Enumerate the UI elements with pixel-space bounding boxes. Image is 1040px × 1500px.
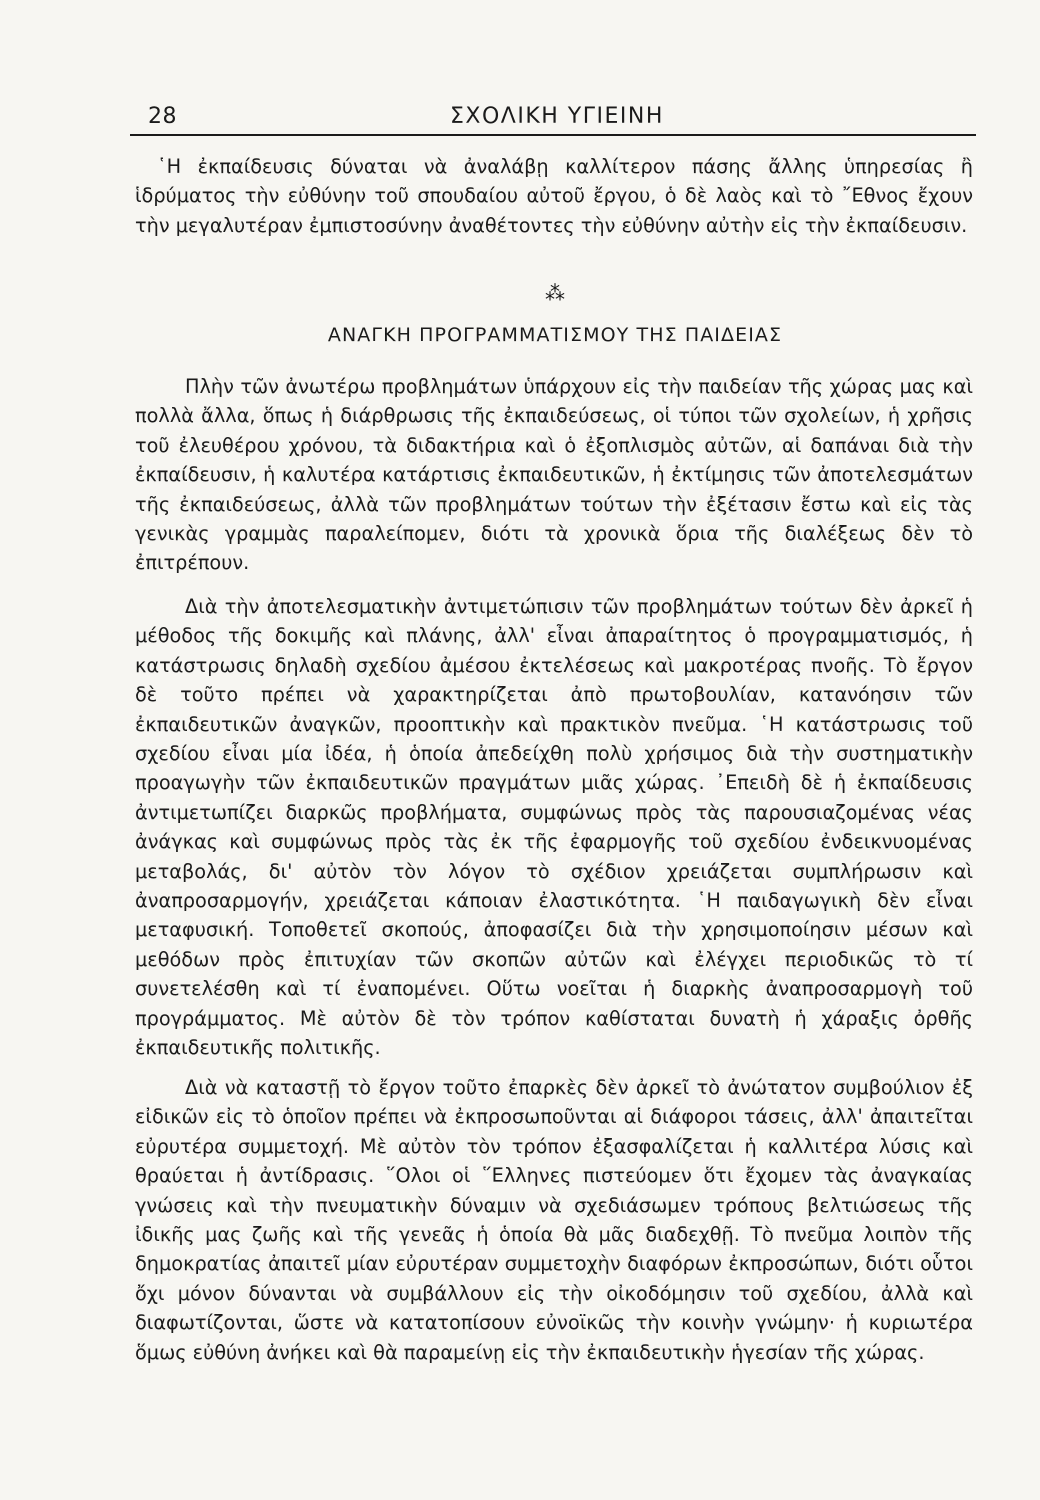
page-number: 28 <box>148 104 177 129</box>
page-header <box>130 100 976 136</box>
intro-paragraph: ῾Η ἐκπαίδευσις δύναται νὰ ἀναλάβῃ καλλίτερον πάσης ἄλλης ὑπηρεσίας ἢ ἱδρύματος τὴν εὐθύνην τοῦ σπουδαίου αὐτοῦ ἔργου, ὁ δὲ λαὸς καὶ τὸ ῎Εθνος ἔχουν τὴν μεγαλυτέραν ἐμπιστοσύνην ἀναθέτοντες τὴν εὐθύνην αὐτὴν εἰς τὴν ἐκπαίδευσιν. <box>135 155 973 237</box>
running-title: ΣΧΟΛΙΚΗ ΥΓΙΕΙΝΗ <box>450 104 664 129</box>
section-heading: ΑΝΑΓΚΗ ΠΡΟΓΡΑΜΜΑΤΙΣΜΟΥ ΤΗΣ ΠΑΙΔΕΙΑΣ <box>327 324 783 346</box>
header-rule <box>130 134 976 136</box>
body-paragraph: Διὰ τὴν ἀποτελεσματικὴν ἀντιμετώπισιν τῶν προβλημάτων τούτων δὲν ἀρκεῖ ἡ μέθοδος τῆς δοκιμῆς καὶ πλάνης, ἀλλ' εἶναι ἀπαραίτητος ὁ προγραμματισμός, ἡ κατάστρωσις δηλαδὴ σχεδίου ἀμέσου ἐκτελέσεως καὶ μακροτέρας πνοῆς. Τὸ ἔργον δὲ τοῦτο πρέπει νὰ χαρακτηρίζεται ἀπὸ πρωτοβουλίαν, κατανόησιν τῶν ἐκπαιδευτικῶν ἀναγκῶν, προοπτικὴν καὶ πρακτικὸν πνεῦμα. ῾Η κατάστρωσις τοῦ σχεδίου εἶναι μία ἰδέα, ἡ ὁποία ἀπεδείχθη πολὺ χρήσιμος διὰ τὴν συστηματικὴν προαγωγὴν τῶν ἐκπαιδευτικῶν πραγμάτων μιᾶς χώρας. ᾿Επειδὴ δὲ ἡ ἐκπαίδευσις ἀντιμετωπίζει διαρκῶς προβλήματα, συμφώνως πρὸς τὰς παρουσιαζομένας νέας ἀνάγκας καὶ συμφώνως πρὸς τὰς ἐκ τῆς ἐφαρμογῆς τοῦ σχεδίου ἐνδεικνυομένας μεταβολάς, δι' αὐτὸν τὸν λόγον τὸ σχέδιον χρειάζεται συμπλήρωσιν καὶ ἀναπροσαρμογήν, χρειάζεται κάποιαν ἐλαστικότητα. ῾Η παιδαγωγικὴ δὲν εἶναι μεταφυσική. Τοποθετεῖ σκοπούς, ἀποφασίζει διὰ τὴν χρησιμοποίησιν μέσων καὶ μεθόδων πρὸς ἐπιτυχίαν τῶν σκοπῶν αὐτῶν καὶ ἐλέγχει περιοδικῶς τὸ τί συνετελέσθη καὶ τί ἐναπομένει. Οὕτω νοεῖται ἡ διαρκὴς ἀναπροσαρμογὴ τοῦ προγράμματος. Μὲ αὐτὸν δὲ τὸν τρόπον καθίσταται δυνατὴ ἡ χάραξις ὀρθῆς ἐκπαιδευτικῆς πολιτικῆς. <box>135 595 973 1060</box>
section-ornament: ⁂ <box>545 281 565 305</box>
body-paragraph: Διὰ νὰ καταστῇ τὸ ἔργον τοῦτο ἐπαρκὲς δὲν ἀρκεῖ τὸ ἀνώτατον συμβούλιον ἐξ εἰδικῶν εἰς τὸ ὁποῖον πρέπει νὰ ἐκπροσωποῦνται αἱ διάφοροι τάσεις, ἀλλ' ἀπαιτεῖται εὐρυτέρα συμμετοχή. Μὲ αὐτὸν τὸν τρόπον ἐξασφαλίζεται ἡ καλλιτέρα λύσις καὶ θραύεται ἡ ἀντίδρασις. ῞Ολοι οἱ ῞Ελληνες πιστεύομεν ὅτι ἔχομεν τὰς ἀναγκαίας γνώσεις καὶ τὴν πνευματικὴν δύναμιν νὰ σχεδιάσωμεν τρόπους βελτιώσεως τῆς ἰδικῆς μας ζωῆς καὶ τῆς γενεᾶς ἡ ὁποία θὰ μᾶς διαδεχθῇ. Τὸ πνεῦμα λοιπὸν τῆς δημοκρατίας ἀπαιτεῖ μίαν εὐρυτέραν συμμετοχὴν διαφόρων ἐκπροσώπων, διότι οὗτοι ὄχι μόνον δύνανται νὰ συμβάλλουν εἰς τὴν οἰκοδόμησιν τοῦ σχεδίου, ἀλλὰ καὶ διαφωτίζονται, ὥστε νὰ κατατοπίσουν εὐνοϊκῶς τὴν κοινὴν γνώμην· ἡ κυριωτέρα ὅμως εὐθύνη ἀνήκει καὶ θὰ παραμείνῃ εἰς τὴν ἐκπαιδευτικὴν ἡγεσίαν τῆς χώρας. <box>135 1076 973 1364</box>
body-paragraph: Πλὴν τῶν ἀνωτέρω προβλημάτων ὑπάρχουν εἰς τὴν παιδείαν τῆς χώρας μας καὶ πολλὰ ἄλλα, ὅπως ἡ διάρθρωσις τῆς ἐκπαιδεύσεως, οἱ τύποι τῶν σχολείων, ἡ χρῆσις τοῦ ἐλευθέρου χρόνου, τὰ διδακτήρια καὶ ὁ ἐξοπλισμὸς αὐτῶν, αἱ δαπάναι διὰ τὴν ἐκπαίδευσιν, ἡ καλυτέρα κατάρτισις ἐκπαιδευτικῶν, ἡ ἐκτίμησις τῶν ἀποτελεσμάτων τῆς ἐκπαιδεύσεως, ἀλλὰ τῶν προβλημάτων τούτων τὴν ἐξέτασιν ἔστω καὶ εἰς τὰς γενικὰς γραμμὰς παραλείπομεν, διότι τὰ χρονικὰ ὅρια τῆς διαλέξεως δὲν τὸ ἐπιτρέπουν. <box>135 375 973 575</box>
